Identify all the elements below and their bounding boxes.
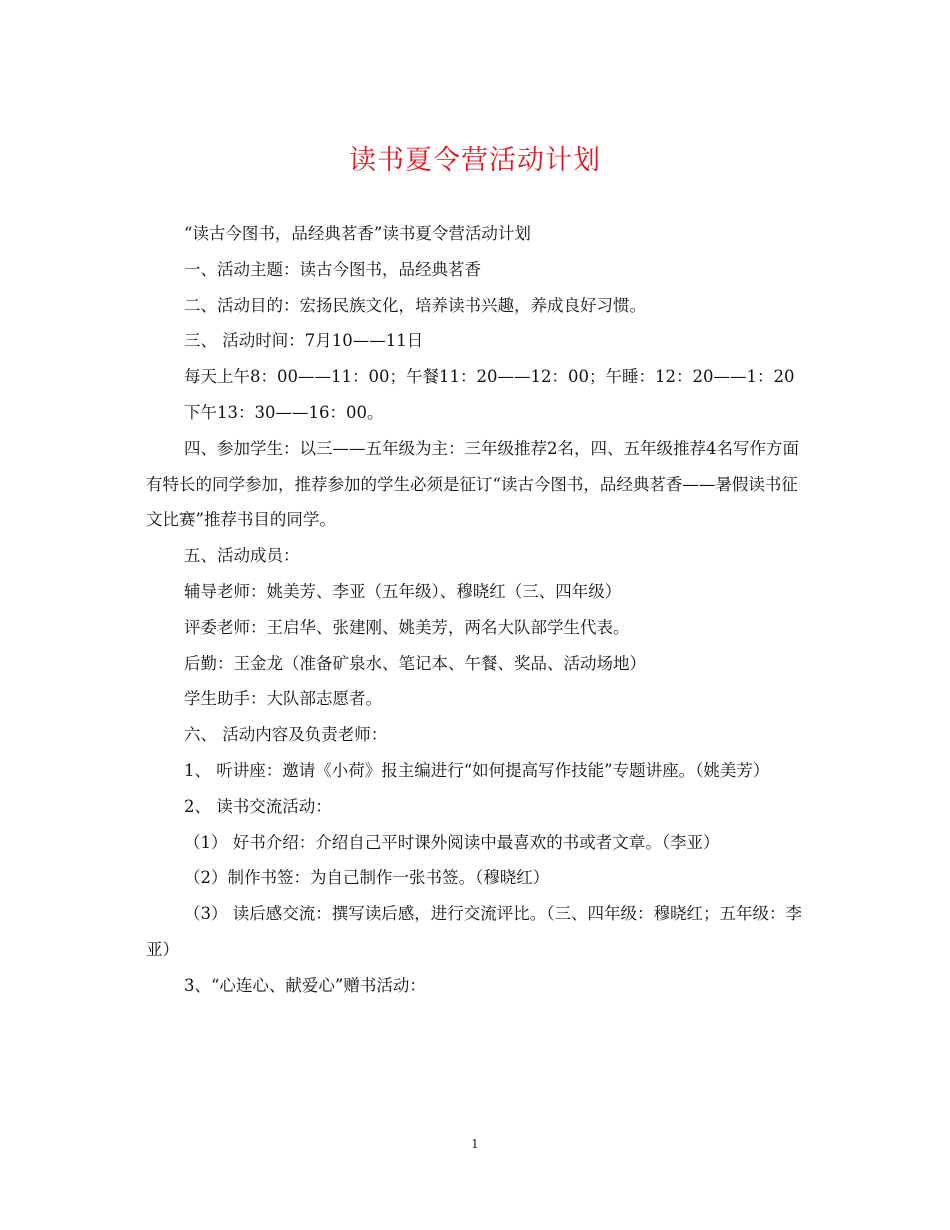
page-number: 1 [471,1137,479,1151]
paragraph-book-intro: （1） 好书介绍：介绍自己平时课外阅读中最喜欢的书或者文章。（李亚） [184,832,720,852]
paragraph-participants: 四、参加学生：以三——五年级为主：三年级推荐2名，四、五年级推荐4名写作方面有特长的同学参加，推荐参加的学生必须是征订“读古今图书，品经典茗香——暑假读书征文比赛”推荐书目的同学。 [146,438,799,530]
paragraph-afternoon: 下午13：30——16：00。 [184,402,384,422]
paragraph-purpose: 二、活动目的：宏扬民族文化，培养读书兴趣，养成良好习惯。 [184,295,646,315]
paragraph-exchange: 2、 读书交流活动： [184,796,332,816]
paragraph-time: 三、 活动时间：7月10——11日 [184,331,424,351]
paragraph-theme: 一、活动主题：读古今图书，品经典茗香 [184,259,481,279]
paragraph-assistants: 学生助手：大队部志愿者。 [184,689,382,709]
paragraph-tutors: 辅导老师：姚美芳、李亚（五年级）、穆晓红（三、四年级） [184,581,622,601]
paragraph-logistics: 后勤：王金龙（准备矿泉水、笔记本、午餐、奖品、活动场地） [184,653,646,673]
paragraph-heading-line: “读古今图书，品经典茗香”读书夏令营活动计划 [184,224,531,243]
paragraph-content-heading: 六、 活动内容及负责老师： [184,725,388,745]
paragraph-daily-schedule: 每天上午8：00——11：00；午餐11：20——12：00；午睡：12：20——1：20 [184,367,795,387]
paragraph-reflection: （3） 读后感交流：撰写读后感，进行交流评比。（三、四年级：穆晓红；五年级：李亚） [146,904,802,959]
document-title: 读书夏令营活动计划 [349,145,601,176]
paragraph-donation: 3、“心连心、献爱心”赠书活动： [184,975,426,995]
paragraph-members: 五、活动成员： [184,546,300,566]
paragraph-bookmark: （2）制作书签：为自己制作一张书签。（穆晓红） [184,868,550,888]
paragraph-lecture: 1、 听讲座：邀请《小荷》报主编进行“如何提高写作技能”专题讲座。（姚美芳） [184,760,770,780]
paragraph-judges: 评委老师：王启华、张建刚、姚美芳，两名大队部学生代表。 [184,617,630,637]
document-body [146,216,806,1004]
